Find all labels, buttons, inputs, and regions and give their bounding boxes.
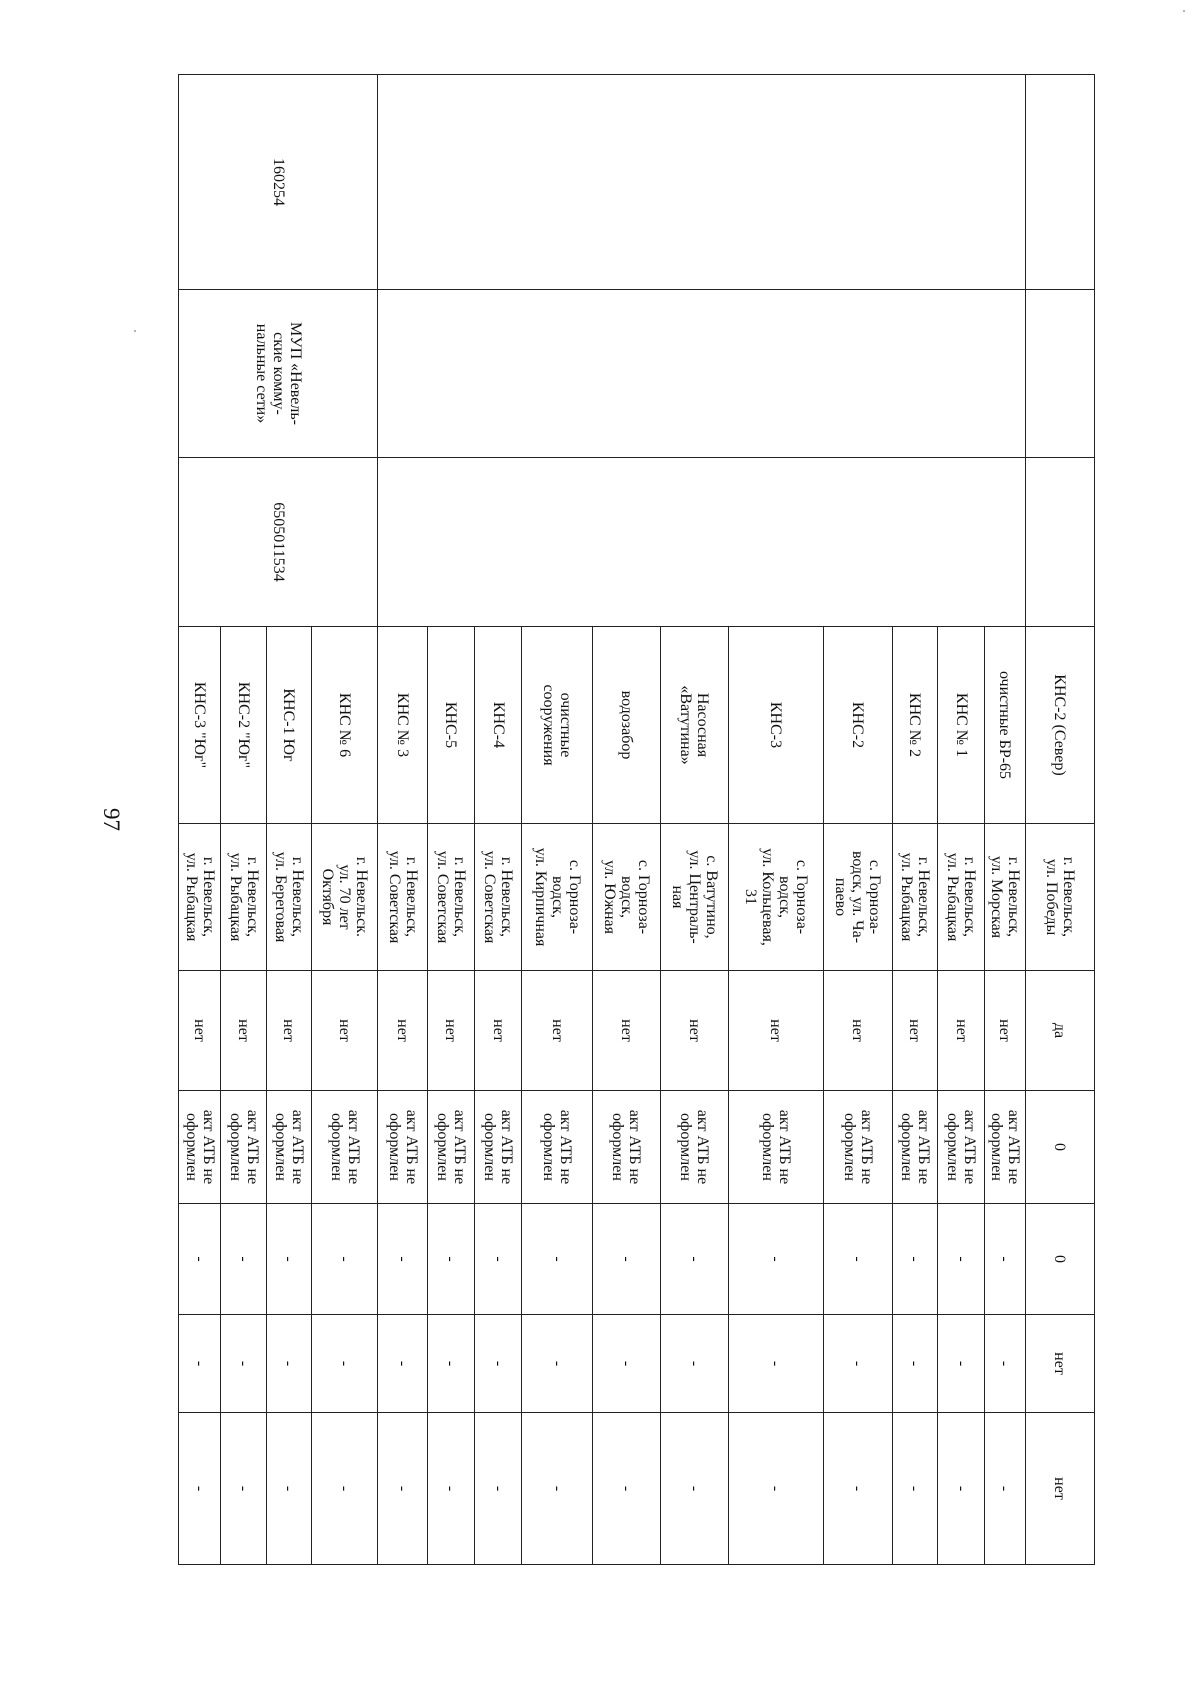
act-cell: акт АТБ не оформлен <box>985 1091 1025 1204</box>
address-cell: с. Горноза- водск, ул. Ча- паево <box>824 824 892 971</box>
value-cell: - <box>985 1413 1025 1565</box>
value-cell: - <box>221 1315 266 1413</box>
blank-cell <box>1025 458 1094 627</box>
value-cell: - <box>938 1204 985 1315</box>
rotated-table-frame <box>178 74 1095 1564</box>
value-cell: - <box>522 1413 592 1565</box>
act-cell: акт АТБ не оформлен <box>592 1091 660 1204</box>
value-cell: - <box>661 1413 728 1565</box>
address-cell: г. Невельск, ул. Победы <box>1025 824 1094 971</box>
value-cell: - <box>938 1315 985 1413</box>
status-cell: нет <box>378 971 427 1091</box>
address-cell: г. Невельск, ул. Советская <box>475 824 522 971</box>
scan-speck <box>1183 10 1185 12</box>
value-cell: - <box>522 1315 592 1413</box>
blank-cell <box>1025 290 1094 458</box>
object-cell: КНС-3 <box>728 627 824 824</box>
status-cell: нет <box>661 971 728 1091</box>
value-cell: - <box>312 1315 378 1413</box>
value-cell: - <box>938 1413 985 1565</box>
blank-cell <box>378 458 1025 627</box>
value-cell: - <box>824 1204 892 1315</box>
value-cell: - <box>221 1204 266 1315</box>
status-cell: нет <box>266 971 311 1091</box>
value-cell: нет <box>1025 1413 1094 1565</box>
status-cell: нет <box>179 971 221 1091</box>
act-cell: 0 <box>1025 1091 1094 1204</box>
object-cell: КНС-4 <box>475 627 522 824</box>
address-cell: с. Ватутино, ул. Централь- ная <box>661 824 728 971</box>
page-number: 97 <box>99 808 124 831</box>
value-cell: нет <box>1025 1315 1094 1413</box>
object-cell: КНС № 6 <box>312 627 378 824</box>
address-cell: с. Горноза- водск, ул. Кирпичная <box>522 824 592 971</box>
value-cell: - <box>312 1204 378 1315</box>
value-cell: - <box>221 1413 266 1565</box>
status-cell: нет <box>221 971 266 1091</box>
address-cell: г. Невельск, ул. Советская <box>427 824 474 971</box>
act-cell: акт АТБ не оформлен <box>221 1091 266 1204</box>
status-cell: нет <box>938 971 985 1091</box>
value-cell: 0 <box>1025 1204 1094 1315</box>
address-cell: г. Невельск, ул. Рыбацкая <box>938 824 985 971</box>
act-cell: акт АТБ не оформлен <box>938 1091 985 1204</box>
value-cell: - <box>661 1315 728 1413</box>
address-cell: г. Невельск, ул. Рыбацкая <box>221 824 266 971</box>
act-cell: акт АТБ не оформлен <box>475 1091 522 1204</box>
value-cell: - <box>179 1204 221 1315</box>
act-cell: акт АТБ не оформлен <box>728 1091 824 1204</box>
table-row <box>985 75 1025 1565</box>
value-cell: - <box>427 1315 474 1413</box>
act-cell: акт АТБ не оформлен <box>427 1091 474 1204</box>
value-cell: - <box>892 1204 937 1315</box>
act-cell: акт АТБ не оформлен <box>892 1091 937 1204</box>
address-cell: г. Невельск, ул. Рыбацкая <box>892 824 937 971</box>
facilities-table <box>178 74 1095 1565</box>
value-cell: - <box>522 1204 592 1315</box>
value-cell: - <box>661 1204 728 1315</box>
object-cell: КНС-5 <box>427 627 474 824</box>
object-cell: КНС-3 "Юг" <box>179 627 221 824</box>
value-cell: - <box>378 1315 427 1413</box>
address-cell: с. Горноза- водск, ул. Южная <box>592 824 660 971</box>
object-cell: очистные БР-65 <box>985 627 1025 824</box>
blank-cell <box>378 290 1025 458</box>
status-cell: нет <box>522 971 592 1091</box>
act-cell: акт АТБ не оформлен <box>824 1091 892 1204</box>
act-cell: акт АТБ не оформлен <box>179 1091 221 1204</box>
value-cell: - <box>892 1413 937 1565</box>
status-cell: да <box>1025 971 1094 1091</box>
object-cell: КНС-2 <box>824 627 892 824</box>
status-cell: нет <box>592 971 660 1091</box>
act-cell: акт АТБ не оформлен <box>312 1091 378 1204</box>
table-body <box>179 75 1095 1565</box>
org-inn-cell: 6505011534 <box>179 458 378 627</box>
status-cell: нет <box>427 971 474 1091</box>
org-code-cell: 160254 <box>179 75 378 290</box>
value-cell: - <box>427 1204 474 1315</box>
object-cell: КНС № 3 <box>378 627 427 824</box>
address-cell: г. Невельск, ул. Береговая <box>266 824 311 971</box>
value-cell: - <box>985 1204 1025 1315</box>
address-cell: г. Невельск, ул. Морская <box>985 824 1025 971</box>
status-cell: нет <box>475 971 522 1091</box>
value-cell: - <box>475 1413 522 1565</box>
act-cell: акт АТБ не оформлен <box>522 1091 592 1204</box>
org-name-cell: МУП «Невель- ские комму- нальные сети» <box>179 290 378 458</box>
value-cell: - <box>266 1413 311 1565</box>
value-cell: - <box>378 1413 427 1565</box>
object-cell: водозабор <box>592 627 660 824</box>
value-cell: - <box>728 1413 824 1565</box>
value-cell: - <box>427 1413 474 1565</box>
value-cell: - <box>266 1204 311 1315</box>
value-cell: - <box>179 1315 221 1413</box>
object-cell: КНС-1 Юг <box>266 627 311 824</box>
value-cell: - <box>378 1204 427 1315</box>
object-cell: Насосная «Ватутина» <box>661 627 728 824</box>
value-cell: - <box>728 1204 824 1315</box>
object-cell: КНС № 1 <box>938 627 985 824</box>
object-cell: КНС № 2 <box>892 627 937 824</box>
act-cell: акт АТБ не оформлен <box>266 1091 311 1204</box>
value-cell: - <box>592 1204 660 1315</box>
address-cell: г. Невельск, ул. Советская <box>378 824 427 971</box>
status-cell: нет <box>728 971 824 1091</box>
object-cell: КНС-2 (Север) <box>1025 627 1094 824</box>
value-cell: - <box>592 1315 660 1413</box>
object-cell: очистные сооружения <box>522 627 592 824</box>
value-cell: - <box>266 1315 311 1413</box>
value-cell: - <box>592 1413 660 1565</box>
value-cell: - <box>312 1413 378 1565</box>
address-cell: г. Невельск, ул. Рыбацкая <box>179 824 221 971</box>
act-cell: акт АТБ не оформлен <box>378 1091 427 1204</box>
object-cell: КНС-2 "Юг" <box>221 627 266 824</box>
status-cell: нет <box>824 971 892 1091</box>
value-cell: - <box>728 1315 824 1413</box>
value-cell: - <box>985 1315 1025 1413</box>
scan-speck <box>134 330 136 332</box>
value-cell: - <box>475 1315 522 1413</box>
value-cell: - <box>824 1413 892 1565</box>
value-cell: - <box>179 1413 221 1565</box>
blank-cell <box>378 75 1025 290</box>
value-cell: - <box>892 1315 937 1413</box>
value-cell: - <box>824 1315 892 1413</box>
status-cell: нет <box>892 971 937 1091</box>
value-cell: - <box>475 1204 522 1315</box>
act-cell: акт АТБ не оформлен <box>661 1091 728 1204</box>
blank-cell <box>1025 75 1094 290</box>
address-cell: г. Невельск. ул. 70 лет Октября <box>312 824 378 971</box>
status-cell: нет <box>312 971 378 1091</box>
status-cell: нет <box>985 971 1025 1091</box>
table-row <box>312 75 378 1565</box>
table-row <box>1025 75 1094 1565</box>
address-cell: с. Горноза- водск, ул. Кольцевая, 31 <box>728 824 824 971</box>
